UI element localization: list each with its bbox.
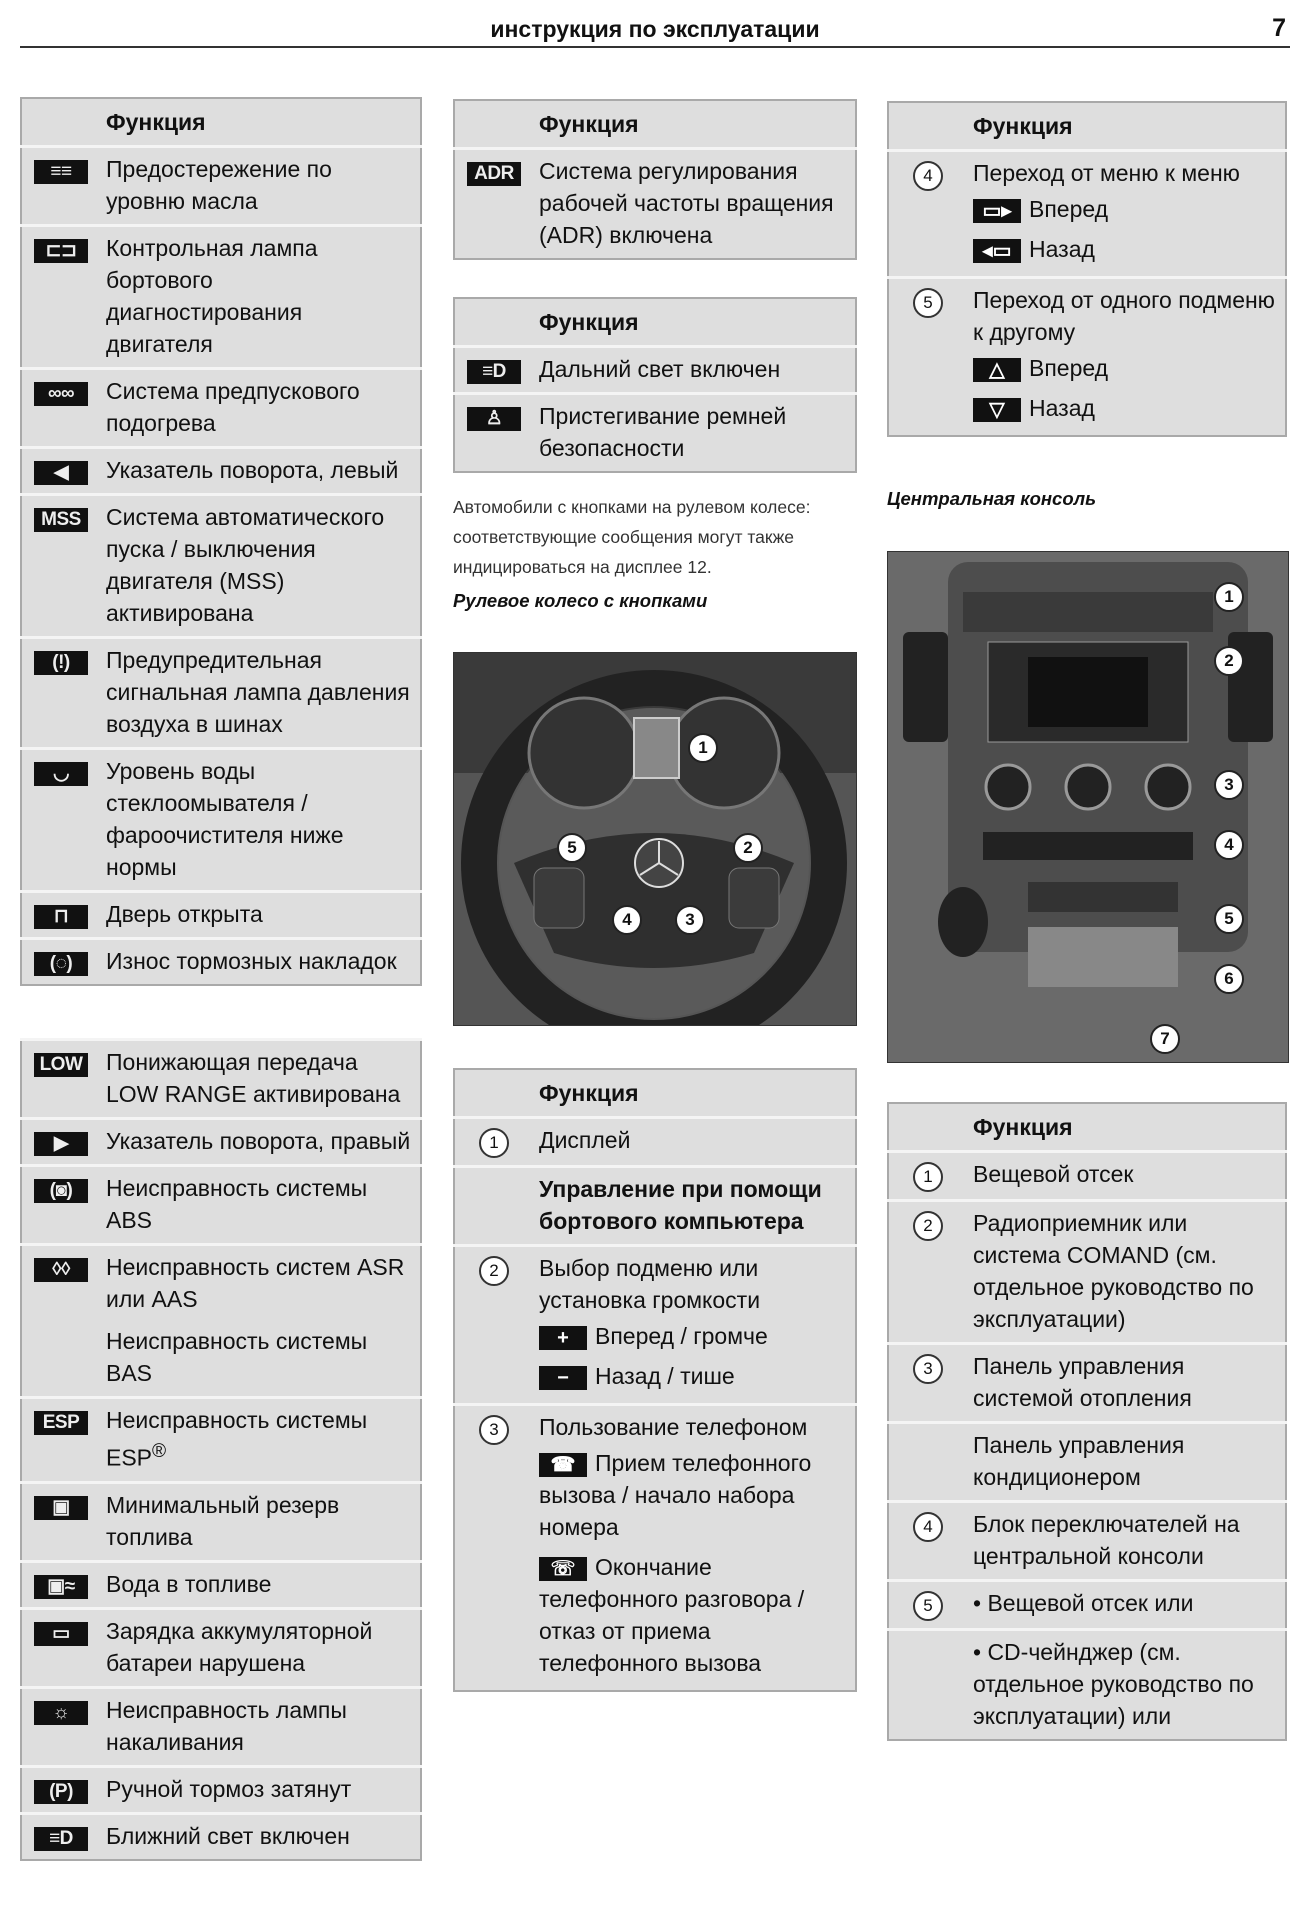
- water-in-fuel-icon: ▣≈: [34, 1575, 88, 1599]
- table-row: [21, 1119, 421, 1166]
- phone-hangup-icon: ☏: [539, 1557, 587, 1581]
- number-badge: 5: [913, 1591, 943, 1621]
- table-row: [888, 1344, 1286, 1423]
- minus-icon: −: [539, 1366, 587, 1390]
- table-row: [21, 1245, 421, 1398]
- registered-mark: ®: [152, 1441, 167, 1462]
- row-text: Зарядка аккумуляторной батареи нарушена: [100, 1608, 421, 1687]
- callout-6: 6: [1214, 964, 1244, 994]
- table-row: [888, 1502, 1286, 1581]
- row-text: • Вещевой отсек или: [967, 1581, 1286, 1630]
- callout-1: 1: [688, 733, 718, 763]
- callout-3: 3: [675, 905, 705, 935]
- door-open-icon: ⊓: [34, 905, 88, 929]
- low-beam-icon: ≡D: [34, 1827, 88, 1851]
- caption-center-console: Центральная консоль: [887, 488, 1097, 509]
- bulb-icon: ☼: [34, 1701, 88, 1725]
- table-header: Функция: [539, 1080, 639, 1106]
- adr-icon: ADR: [467, 162, 521, 186]
- table-row: [21, 1040, 421, 1119]
- table-row: [21, 1561, 421, 1608]
- table-row: [21, 939, 421, 986]
- triangle-up-icon: △: [973, 358, 1021, 382]
- row-text: Система предпускового подогрева: [100, 369, 421, 448]
- row-text: Панель управления кондиционером: [967, 1423, 1286, 1502]
- number-badge: 3: [913, 1354, 943, 1384]
- row-text-2: Неисправность системы BAS: [106, 1328, 368, 1386]
- sub-item: [973, 229, 1279, 269]
- row-text: Вода в топливе: [100, 1561, 421, 1608]
- callout-4: 4: [1214, 830, 1244, 860]
- row-text: Неисправность системы ABS: [100, 1166, 421, 1245]
- row-text: Дверь открыта: [100, 892, 421, 939]
- indicator-table-1: [20, 97, 422, 986]
- page-header: [20, 8, 1290, 48]
- callout-5: 5: [1214, 904, 1244, 934]
- callout-2: 2: [733, 833, 763, 863]
- table-row: [888, 1630, 1286, 1741]
- header-title: инструкция по эксплуатации: [490, 16, 820, 42]
- sub-item: [973, 189, 1279, 229]
- number-badge: 2: [479, 1256, 509, 1286]
- steering-wheel-photo: [453, 652, 857, 1026]
- row-text: Панель управления системой отопления: [967, 1344, 1286, 1423]
- row-text: [967, 151, 1286, 278]
- sub-item: [539, 1547, 849, 1683]
- row-text-main: Пользование телефоном: [539, 1414, 808, 1440]
- callout-1: 1: [1214, 582, 1244, 612]
- sub-item: [973, 348, 1279, 388]
- table-row: [888, 1423, 1286, 1502]
- table-row: [454, 149, 856, 260]
- fuel-reserve-icon: ▣: [34, 1496, 88, 1520]
- sub-item: [539, 1316, 849, 1356]
- asr-icon: ◊◊: [34, 1258, 88, 1282]
- menu-forward-icon: ▭▸: [973, 199, 1021, 223]
- sub-text: Назад: [1029, 395, 1095, 421]
- row-text: Дальний свет включен: [533, 347, 856, 394]
- table-row: [888, 278, 1286, 437]
- row-text-main: Неисправность системы ESP: [106, 1407, 368, 1471]
- row-text: Дисплей: [533, 1118, 856, 1167]
- table-row: [454, 1118, 856, 1167]
- row-text: Ручной тормоз затянут: [100, 1766, 421, 1813]
- row-text: Радиоприемник или система COMAND (см. отдельное руководство по эксплуатации): [967, 1201, 1286, 1344]
- table-row: [21, 1398, 421, 1483]
- row-text: [533, 1246, 856, 1405]
- turn-right-icon: ▶: [34, 1132, 88, 1156]
- table-row: [21, 495, 421, 638]
- row-text: Неисправность лампы накаливания: [100, 1687, 421, 1766]
- table-row: [888, 1581, 1286, 1630]
- row-text-main: Переход от меню к меню: [973, 160, 1240, 186]
- table-header: Функция: [539, 309, 639, 335]
- table-header: Функция: [973, 113, 1073, 139]
- callout-5: 5: [557, 833, 587, 863]
- table-row: [21, 369, 421, 448]
- sub-text: Назад / тише: [595, 1363, 735, 1389]
- table-row: [21, 1766, 421, 1813]
- table-row: [21, 226, 421, 369]
- row-text: Минимальный резерв топлива: [100, 1482, 421, 1561]
- sub-text: Прием телефонного вызова / начало набора номера: [539, 1450, 812, 1540]
- mss-icon: MSS: [34, 508, 88, 532]
- console-functions-table: [887, 1102, 1287, 1741]
- sub-text: Окончание телефонного разговора / отказ от приема телефонного вызова: [539, 1554, 805, 1676]
- lamps-table: [453, 297, 857, 473]
- callout-4: 4: [612, 905, 642, 935]
- row-text: Контрольная лампа бортового диагностирования двигателя: [100, 226, 421, 369]
- sub-item: [539, 1443, 849, 1547]
- table-row: [21, 749, 421, 892]
- callout-7: 7: [1150, 1024, 1180, 1054]
- number-badge: 4: [913, 1512, 943, 1542]
- table-row: [21, 1482, 421, 1561]
- table-row: [454, 347, 856, 394]
- engine-diagnostic-icon: ⊏⊐: [34, 239, 88, 263]
- center-console-photo: [887, 551, 1289, 1063]
- turn-left-icon: ◀: [34, 461, 88, 485]
- sub-item: [973, 388, 1279, 428]
- number-badge: 1: [479, 1128, 509, 1158]
- table-row: [888, 151, 1286, 278]
- row-text: Блок переключателей на центральной консоли: [967, 1502, 1286, 1581]
- row-text: [967, 278, 1286, 437]
- row-text: Система регулирования рабочей частоты вращения (ADR) включена: [533, 149, 856, 260]
- parking-brake-icon: (P): [34, 1780, 88, 1804]
- row-text: [100, 1398, 421, 1483]
- callout-2: 2: [1214, 646, 1244, 676]
- glow-plug-icon: ∞∞: [34, 382, 88, 406]
- row-text: Износ тормозных накладок: [100, 939, 421, 986]
- row-text: [533, 1405, 856, 1692]
- sub-text: Назад: [1029, 236, 1095, 262]
- sub-text: Вперед: [1029, 355, 1109, 381]
- steering-functions-table: [453, 1068, 857, 1692]
- row-text: [100, 1245, 421, 1398]
- table-row: [454, 1246, 856, 1405]
- triangle-down-icon: ▽: [973, 398, 1021, 422]
- number-badge: 1: [913, 1162, 943, 1192]
- row-text: Понижающая передача LOW RANGE активирована: [100, 1040, 421, 1119]
- row-text-1: Неисправность систем ASR или AAS: [106, 1254, 405, 1312]
- row-text: Вещевой отсек: [967, 1152, 1286, 1201]
- table-row: [21, 1166, 421, 1245]
- page-number: 7: [1272, 14, 1286, 42]
- adr-table: [453, 99, 857, 260]
- table-row: [454, 394, 856, 473]
- row-text: Пристегивание ремней безопасности: [533, 394, 856, 473]
- number-badge: 4: [913, 161, 943, 191]
- table-row: [21, 1813, 421, 1860]
- washer-fluid-icon: ◡: [34, 762, 88, 786]
- table-row: [21, 638, 421, 749]
- sub-text: Вперед / громче: [595, 1323, 768, 1349]
- table-row: [454, 1167, 856, 1246]
- high-beam-icon: ≡D: [467, 360, 521, 384]
- sub-text: Вперед: [1029, 196, 1109, 222]
- row-text: Система автоматического пуска / выключения двигателя (MSS) активирована: [100, 495, 421, 638]
- menu-navigation-table: [887, 101, 1287, 437]
- menu-back-icon: ◂▭: [973, 239, 1021, 263]
- indicator-table-2: [20, 1038, 422, 1861]
- number-badge: 2: [913, 1211, 943, 1241]
- battery-icon: ▭: [34, 1622, 88, 1646]
- esp-icon: ESP: [34, 1411, 88, 1435]
- number-badge: 5: [913, 288, 943, 318]
- row-text: Указатель поворота, левый: [100, 448, 421, 495]
- row-text: Предупредительная сигнальная лампа давления воздуха в шинах: [100, 638, 421, 749]
- table-header: Функция: [106, 109, 206, 135]
- table-row: [454, 1405, 856, 1692]
- brake-pad-icon: (◌): [34, 952, 88, 976]
- sub-item: [539, 1356, 849, 1396]
- table-header: Функция: [539, 111, 639, 137]
- table-row: [21, 1687, 421, 1766]
- number-badge: 3: [479, 1415, 509, 1445]
- tire-pressure-icon: (!): [34, 651, 88, 675]
- table-row: [888, 1201, 1286, 1344]
- note-text: Автомобили с кнопками на рулевом колесе: соответствующие сообщения могут также индицироваться на дисплее 12.: [453, 497, 811, 577]
- caption-steering-wheel: Рулевое колесо с кнопками: [453, 590, 708, 611]
- table-row: [888, 1152, 1286, 1201]
- table-row: [21, 448, 421, 495]
- callout-3: 3: [1214, 770, 1244, 800]
- row-text: Управление при помощи бортового компьютера: [533, 1167, 856, 1246]
- row-text-main: Выбор подменю или установка громкости: [539, 1255, 761, 1313]
- table-header: Функция: [973, 1114, 1073, 1140]
- row-text: Предостережение по уровню масла: [100, 147, 421, 226]
- row-text: Ближний свет включен: [100, 1813, 421, 1860]
- row-text: • CD-чейнджер (см. отдельное руководство по эксплуатации) или: [967, 1630, 1286, 1741]
- phone-accept-icon: ☎: [539, 1453, 587, 1477]
- row-text: Уровень воды стеклоомывателя / фароочистителя ниже нормы: [100, 749, 421, 892]
- table-row: [21, 892, 421, 939]
- row-text: Указатель поворота, правый: [100, 1119, 421, 1166]
- table-row: [21, 147, 421, 226]
- row-text-main: Переход от одного подменю к другому: [973, 287, 1275, 345]
- oil-level-icon: ≡≡: [34, 160, 88, 184]
- abs-icon: (◙): [34, 1179, 88, 1203]
- low-range-icon: LOW: [34, 1053, 88, 1077]
- plus-icon: +: [539, 1326, 587, 1350]
- table-row: [21, 1608, 421, 1687]
- seatbelt-icon: ♙: [467, 407, 521, 431]
